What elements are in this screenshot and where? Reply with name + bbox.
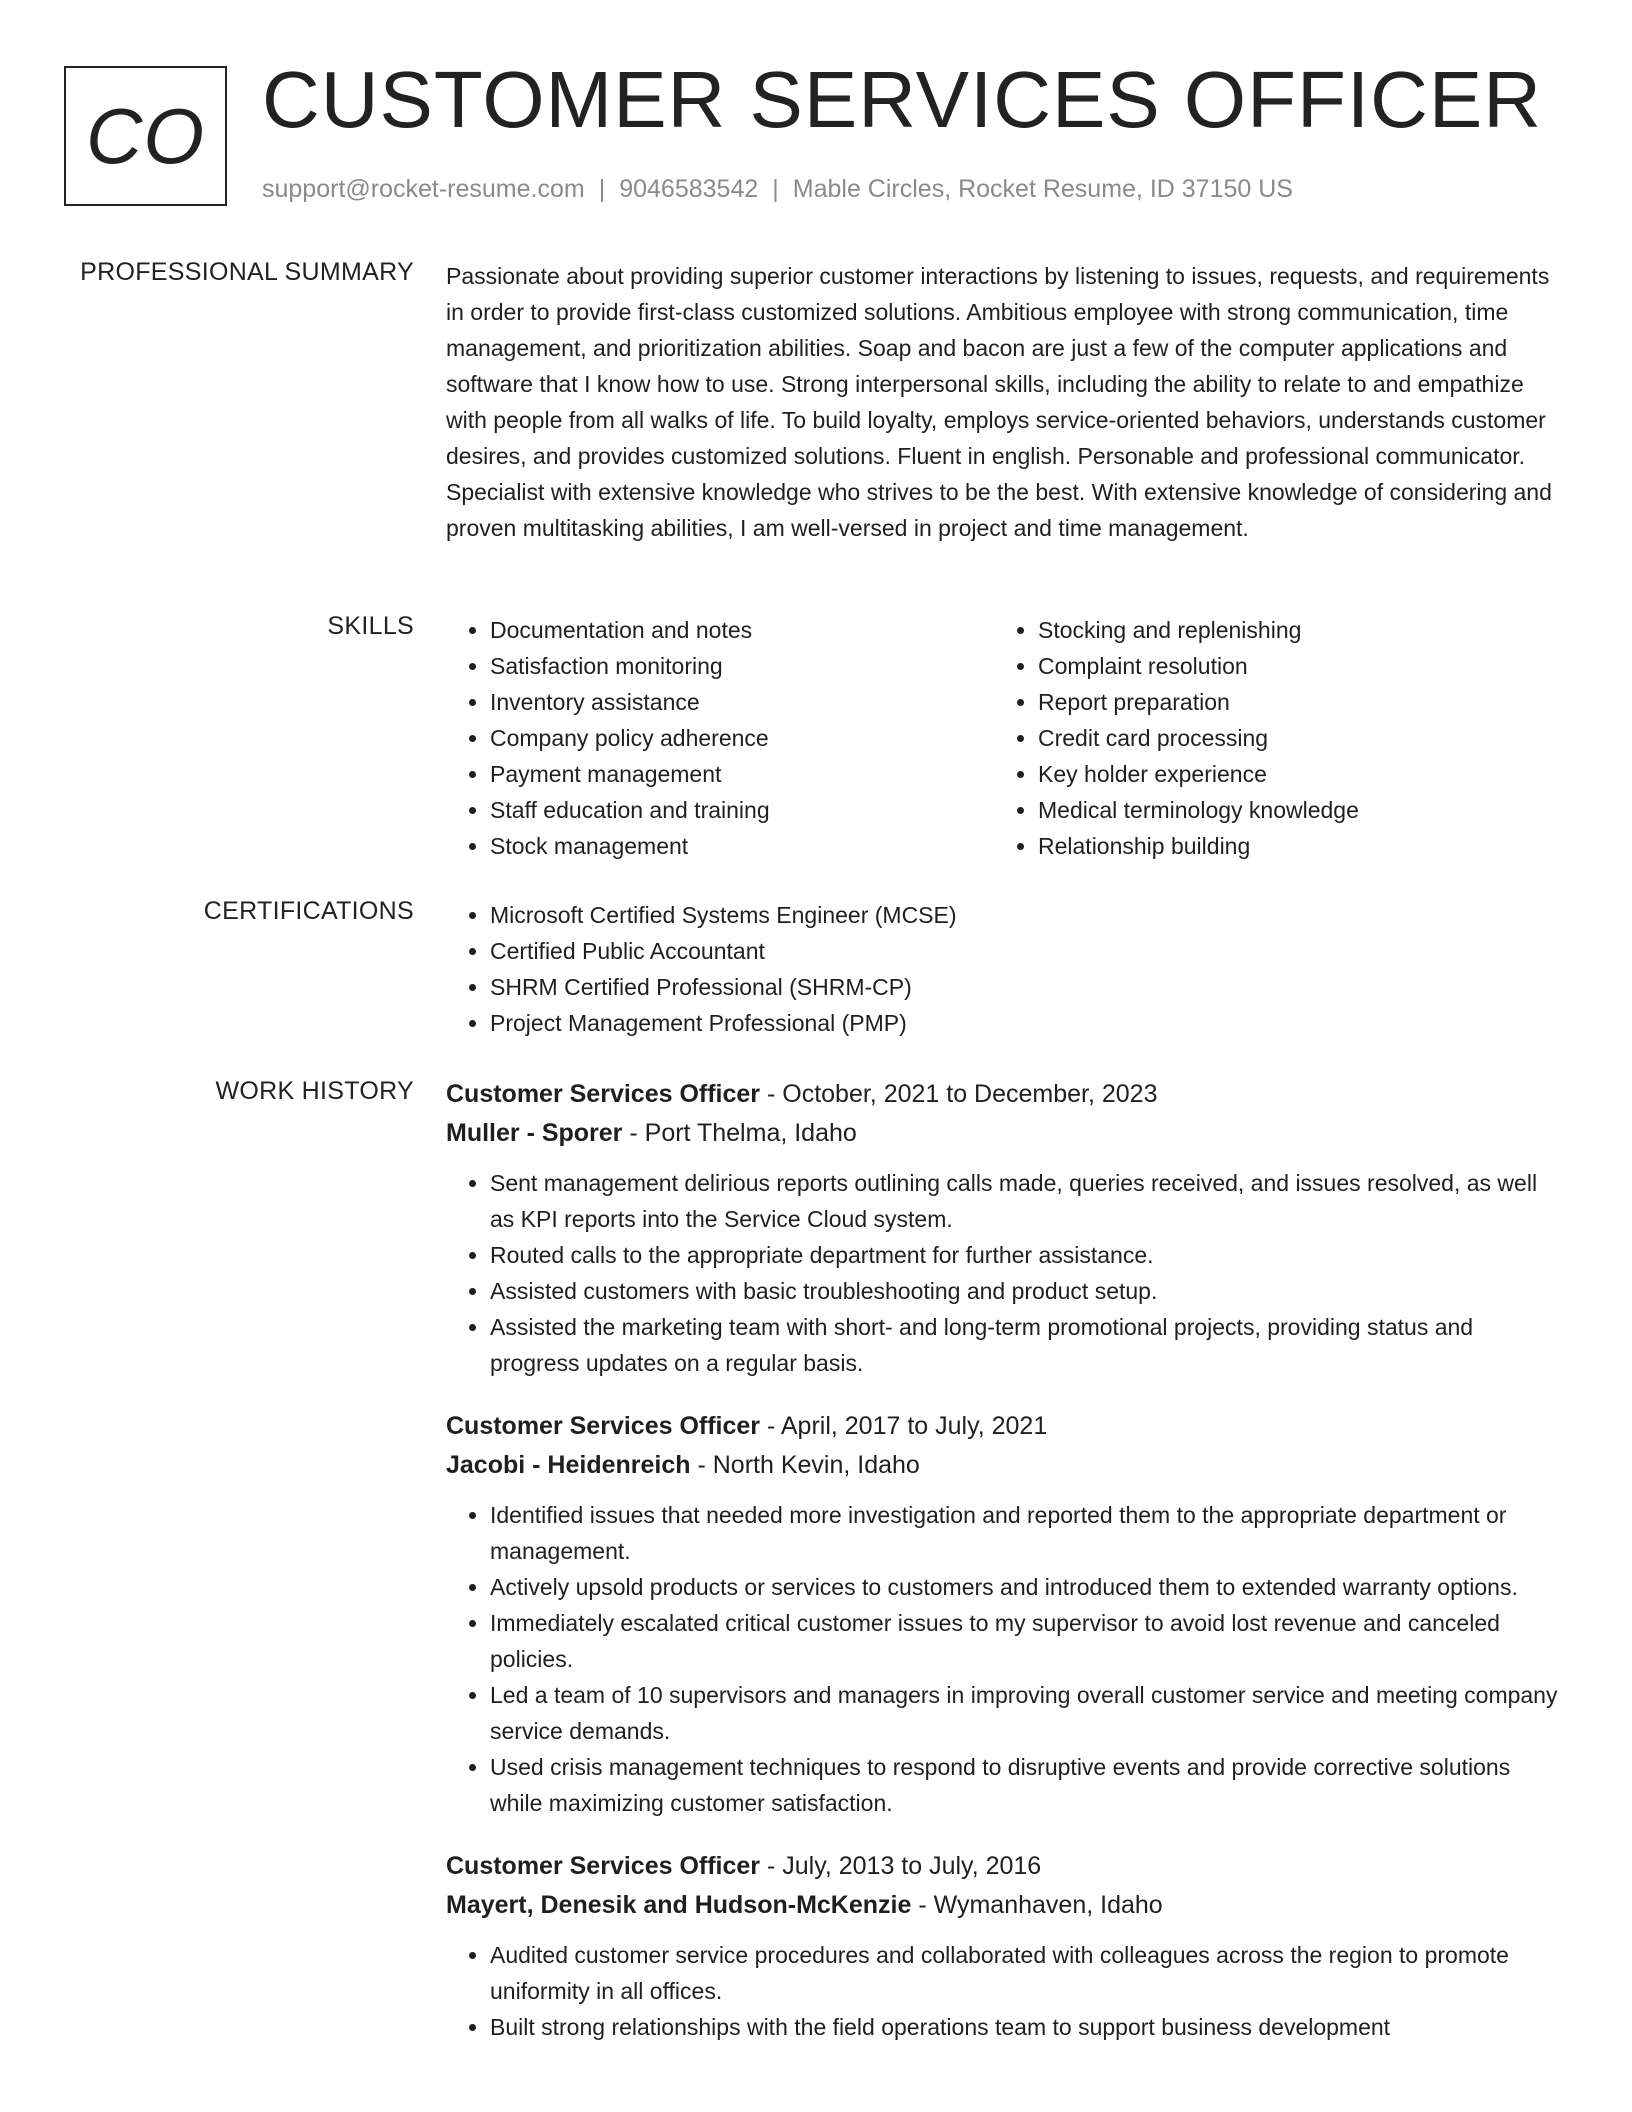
job-entry — [446, 1847, 1561, 2045]
job-title-line — [446, 1407, 1561, 1446]
job-title-line — [446, 1847, 1561, 1886]
job-title: Customer Services Officer — [446, 1852, 761, 1880]
section-heading-certifications: CERTIFICATIONS — [203, 897, 414, 925]
skill-item: • Medical terminology knowledge — [1038, 792, 1542, 828]
skill-item: • Documentation and notes — [490, 612, 994, 648]
job-entry — [446, 1407, 1561, 1821]
job-title: Customer Services Officer — [446, 1412, 761, 1440]
certification-item: • Certified Public Accountant — [490, 933, 1561, 969]
skills-body — [446, 612, 1561, 864]
job-location: - Wymanhaven, Idaho — [911, 1891, 1163, 1919]
job-title-line — [446, 1075, 1561, 1114]
skill-item: • Key holder experience — [1038, 756, 1542, 792]
job-duty: • Assisted customers with basic troubleshooting and product setup. — [490, 1273, 1561, 1309]
section-heading-summary: PROFESSIONAL SUMMARY — [80, 258, 414, 286]
job-company-line — [446, 1886, 1561, 1925]
job-title: Customer Services Officer — [446, 1080, 761, 1108]
skill-item: • Payment management — [490, 756, 994, 792]
contact-line — [262, 175, 1293, 204]
contact-address: Mable Circles, Rocket Resume, ID 37150 US — [792, 175, 1293, 203]
job-location: - Port Thelma, Idaho — [622, 1119, 857, 1147]
contact-email[interactable]: support@rocket-resume.com — [262, 175, 585, 203]
skill-item: • Complaint resolution — [1038, 648, 1542, 684]
skill-item: • Credit card processing — [1038, 720, 1542, 756]
job-duty: • Routed calls to the appropriate department for further assistance. — [490, 1237, 1561, 1273]
contact-separator: | — [598, 175, 606, 203]
summary-text: Passionate about providing superior customer interactions by listening to issues, requests, and requirements in order to provide first-class customized solutions. Ambitious employee with strong communication, time management, and prioritization abilities. Soap and bacon are just a few of the computer applications and software that I know how to use. Strong interpersonal skills, including the ability to relate to and empathize with people from all walks of life. To build loyalty, employs service-oriented behaviors, understands customer desires, and provides customized solutions. Fluent in english. Personable and professional communicator. Specialist with extensive knowledge who strives to be the best. With extensive knowledge of considering and proven multitasking abilities, I am well-versed in project and time management. — [446, 263, 1552, 541]
monogram-box — [64, 66, 227, 206]
job-duties-list — [446, 1937, 1561, 2045]
job-duty: • Identified issues that needed more investigation and reported them to the appropriate department or management. — [490, 1497, 1561, 1569]
certification-item: • Microsoft Certified Systems Engineer (MCSE) — [490, 897, 1561, 933]
job-location: - North Kevin, Idaho — [690, 1451, 920, 1479]
skill-item: • Report preparation — [1038, 684, 1542, 720]
skills-column-left — [446, 612, 994, 864]
skill-item: • Staff education and training — [490, 792, 994, 828]
monogram-text: CO — [86, 91, 205, 180]
contact-phone[interactable]: 9046583542 — [619, 175, 759, 203]
section-heading-work-history: WORK HISTORY — [215, 1077, 414, 1105]
skills-column-right — [994, 612, 1542, 864]
work-history-body — [446, 1075, 1561, 2071]
job-company-line — [446, 1114, 1561, 1153]
summary-body — [446, 258, 1561, 546]
skill-item: • Satisfaction monitoring — [490, 648, 994, 684]
job-company: Jacobi - Heidenreich — [446, 1451, 691, 1479]
skills-list-right — [994, 612, 1542, 864]
skill-item: • Stock management — [490, 828, 994, 864]
job-duty: • Audited customer service procedures and collaborated with colleagues across the region to promote uniformity in all offices. — [490, 1937, 1561, 2009]
job-duty: • Led a team of 10 supervisors and managers in improving overall customer service and meeting company service demands. — [490, 1677, 1561, 1749]
skill-item: • Stocking and replenishing — [1038, 612, 1542, 648]
skill-item: • Inventory assistance — [490, 684, 994, 720]
certification-item: • SHRM Certified Professional (SHRM-CP) — [490, 969, 1561, 1005]
contact-separator: | — [772, 175, 779, 203]
job-dates: - April, 2017 to July, 2021 — [760, 1412, 1048, 1440]
skills-list-left — [446, 612, 994, 864]
certification-item: • Project Management Professional (PMP) — [490, 1005, 1561, 1041]
job-duty: • Actively upsold products or services to customers and introduced them to extended warranty options. — [490, 1569, 1561, 1605]
job-company: Mayert, Denesik and Hudson-McKenzie — [446, 1891, 912, 1919]
section-heading-skills: SKILLS — [327, 612, 414, 640]
job-dates: - July, 2013 to July, 2016 — [760, 1852, 1042, 1880]
job-duty: • Immediately escalated critical customer issues to my supervisor to avoid lost revenue and canceled policies. — [490, 1605, 1561, 1677]
job-duties-list — [446, 1497, 1561, 1821]
job-duty: • Used crisis management techniques to respond to disruptive events and provide corrective solutions while maximizing customer satisfaction. — [490, 1749, 1561, 1821]
job-dates: - October, 2021 to December, 2023 — [760, 1080, 1158, 1108]
job-duty: • Sent management delirious reports outlining calls made, queries received, and issues resolved, as well as KPI reports into the Service Cloud system. — [490, 1165, 1561, 1237]
job-company: Muller - Sporer — [446, 1119, 623, 1147]
job-entry — [446, 1075, 1561, 1381]
job-company-line — [446, 1446, 1561, 1485]
certifications-list — [446, 897, 1561, 1041]
job-duty: • Built strong relationships with the field operations team to support business development — [490, 2009, 1561, 2045]
job-duties-list — [446, 1165, 1561, 1381]
resume-name: CUSTOMER SERVICES OFFICER — [262, 55, 1542, 144]
skill-item: • Relationship building — [1038, 828, 1542, 864]
job-duty: • Assisted the marketing team with short- and long-term promotional projects, providing status and progress updates on a regular basis. — [490, 1309, 1561, 1381]
skill-item: • Company policy adherence — [490, 720, 994, 756]
certifications-body — [446, 897, 1561, 1041]
